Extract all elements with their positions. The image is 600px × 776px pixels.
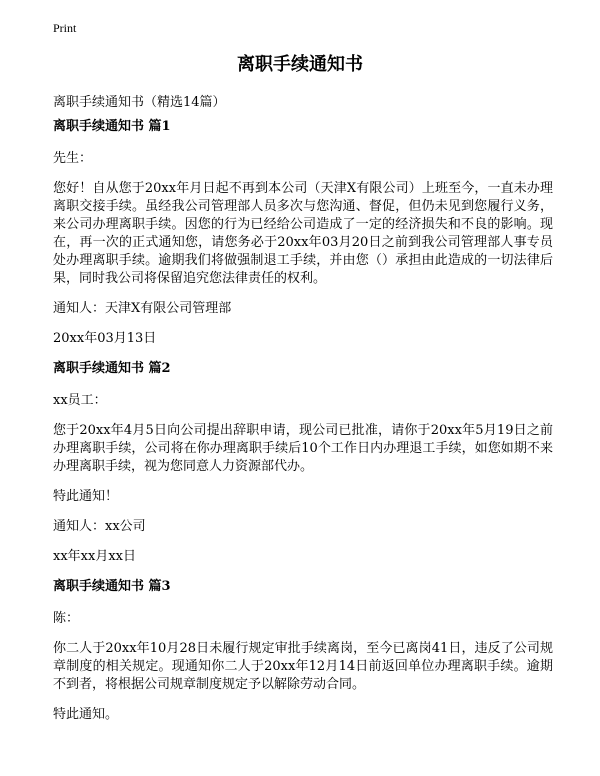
section-1 xyxy=(53,118,553,348)
section-heading: 离职手续通知书 篇3 xyxy=(53,579,171,594)
section-heading: 离职手续通知书 篇2 xyxy=(53,361,171,376)
body-paragraph: 您于20xx年4月5日向公司提出辞职申请，现公司已批准，请你于20xx年5月19日之前办理离职手续，公司将在你办理离职手续后10个工作日内办理退工手续，如您如期不来办理离职手续，视为您同意人力资源部代办。 xyxy=(53,423,553,474)
section-2 xyxy=(53,360,553,566)
section-3 xyxy=(53,578,553,724)
body-paragraph: 你二人于20xx年10月28日未履行规定审批手续离岗，至今已离岗41日，违反了公司规章制度的相关规定。现通知你二人于20xx年12月14日前返回单位办理离职手续。逾期不到者，将根据公司规章制度规定予以解除劳动合同。 xyxy=(53,641,553,692)
salutation: 先生： xyxy=(53,151,93,166)
salutation: 陈： xyxy=(53,611,80,626)
body-paragraph: 您好！自从您于20xx年月日起不再到本公司（天津X有限公司）上班至今，一直未办理离职交接手续。虽经我公司管理部人员多次与您沟通、督促，但仍未见到您履行义务，来公司办理离职手续。因您的行为已经给公司造成了一定的经济损失和不良的影响。现在，再一次的正式通知您，请您务必于20xx年03月20日之前到我公司管理部人事专员处办理离职手续。逾期我们将做强制退工手续，并由您（）承担由此造成的一切法律后果，同时我公司将保留追究您法律责任的权利。 xyxy=(53,181,553,286)
notifier-line: 通知人：xx公司 xyxy=(53,519,146,534)
print-label: Print xyxy=(53,21,77,35)
notice-line: 特此通知！ xyxy=(53,489,119,504)
salutation: xx员工： xyxy=(53,393,107,408)
date-line: 20xx年03月13日 xyxy=(53,331,157,346)
section-heading: 离职手续通知书 篇1 xyxy=(53,119,171,134)
notice-line: 特此通知。 xyxy=(53,707,119,722)
notifier-line: 通知人：天津X有限公司管理部 xyxy=(53,301,232,316)
document-content xyxy=(53,118,553,736)
document-subtitle: 离职手续通知书（精选14篇） xyxy=(53,95,226,110)
document-title: 离职手续通知书 xyxy=(237,54,363,75)
date-line: xx年xx月xx日 xyxy=(53,549,136,564)
